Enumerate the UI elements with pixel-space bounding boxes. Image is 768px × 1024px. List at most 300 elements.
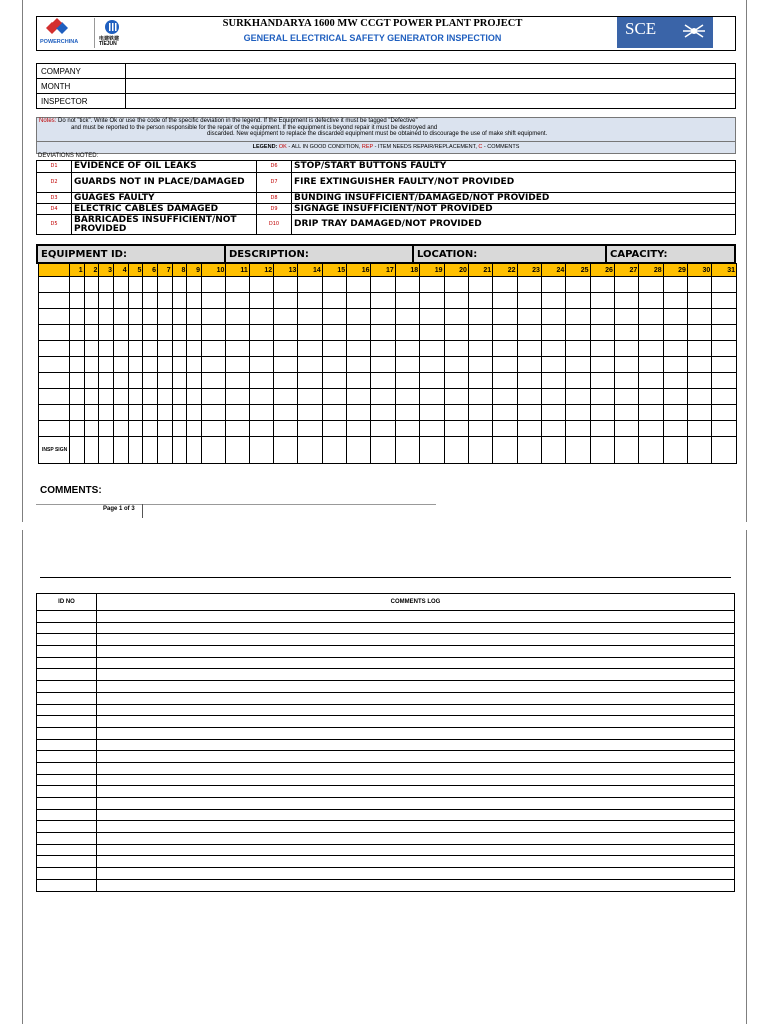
inspection-cell[interactable] [172,357,187,373]
inspection-cell[interactable] [187,405,202,421]
log-id-cell[interactable] [37,879,97,891]
inspection-cell[interactable] [614,325,638,341]
log-id-cell[interactable] [37,634,97,646]
inspection-cell[interactable] [712,341,737,357]
sign-cell[interactable] [187,437,202,464]
inspection-cell[interactable] [420,325,444,341]
inspection-cell[interactable] [114,421,129,437]
log-id-cell[interactable] [37,762,97,774]
inspection-cell[interactable] [371,357,395,373]
inspection-cell[interactable] [590,325,614,341]
inspection-cell[interactable] [395,373,419,389]
inspection-cell[interactable] [663,373,687,389]
inspection-cell[interactable] [444,357,468,373]
inspection-cell[interactable] [70,405,85,421]
inspection-cell[interactable] [712,309,737,325]
inspection-cell[interactable] [517,309,541,325]
sign-cell[interactable] [274,437,298,464]
inspection-cell[interactable] [274,421,298,437]
sign-cell[interactable] [158,437,173,464]
log-comment-cell[interactable] [97,844,735,856]
inspection-cell[interactable] [226,389,249,405]
inspection-cell[interactable] [187,389,202,405]
inspection-cell[interactable] [517,373,541,389]
inspection-cell[interactable] [99,405,114,421]
inspection-cell[interactable] [347,373,371,389]
inspection-cell[interactable] [517,405,541,421]
inspection-cell[interactable] [663,325,687,341]
inspection-cell[interactable] [663,357,687,373]
inspection-cell[interactable] [226,373,249,389]
inspection-cell[interactable] [712,325,737,341]
inspection-cell[interactable] [590,277,614,293]
sign-cell[interactable] [172,437,187,464]
sign-cell[interactable] [99,437,114,464]
inspection-cell[interactable] [114,405,129,421]
inspection-cell[interactable] [128,357,143,373]
inspection-cell[interactable] [420,405,444,421]
sign-cell[interactable] [298,437,322,464]
inspection-cell[interactable] [444,421,468,437]
inspection-cell[interactable] [395,325,419,341]
inspection-cell[interactable] [614,357,638,373]
inspection-cell[interactable] [541,293,565,309]
inspection-cell[interactable] [202,277,226,293]
inspection-cell[interactable] [84,373,99,389]
inspection-cell[interactable] [420,389,444,405]
inspection-cell[interactable] [517,357,541,373]
inspection-cell[interactable] [128,389,143,405]
inspection-cell[interactable] [347,389,371,405]
sign-cell[interactable] [444,437,468,464]
inspection-cell[interactable] [226,325,249,341]
inspection-cell[interactable] [158,277,173,293]
inspection-cell[interactable] [187,293,202,309]
inspection-cell[interactable] [99,293,114,309]
inspection-cell[interactable] [687,309,711,325]
sign-cell[interactable] [371,437,395,464]
inspection-cell[interactable] [202,293,226,309]
inspection-cell[interactable] [322,277,346,293]
log-comment-cell[interactable] [97,868,735,880]
sign-cell[interactable] [70,437,85,464]
inspection-cell[interactable] [712,277,737,293]
inspection-cell[interactable] [172,309,187,325]
inspection-cell[interactable] [566,293,590,309]
inspection-cell[interactable] [444,325,468,341]
inspection-cell[interactable] [371,421,395,437]
sign-cell[interactable] [84,437,99,464]
inspection-cell[interactable] [274,309,298,325]
inspection-cell[interactable] [172,325,187,341]
inspection-cell[interactable] [202,421,226,437]
log-comment-cell[interactable] [97,786,735,798]
log-comment-cell[interactable] [97,704,735,716]
inspection-cell[interactable] [371,309,395,325]
inspection-cell[interactable] [663,341,687,357]
inspection-cell[interactable] [99,421,114,437]
inspection-cell[interactable] [202,357,226,373]
inspection-cell[interactable] [639,357,663,373]
sign-cell[interactable] [420,437,444,464]
log-id-cell[interactable] [37,611,97,623]
inspection-cell[interactable] [468,325,492,341]
inspection-cell[interactable] [420,421,444,437]
inspection-cell[interactable] [395,341,419,357]
inspection-cell[interactable] [347,325,371,341]
inspection-cell[interactable] [639,325,663,341]
inspection-cell[interactable] [70,421,85,437]
inspection-cell[interactable] [639,373,663,389]
inspection-cell[interactable] [202,389,226,405]
inspection-cell[interactable] [444,405,468,421]
inspection-cell[interactable] [143,405,158,421]
inspection-cell[interactable] [420,309,444,325]
inspection-cell[interactable] [347,357,371,373]
inspection-cell[interactable] [158,309,173,325]
inspection-cell[interactable] [468,293,492,309]
inspection-cell[interactable] [172,389,187,405]
inspection-cell[interactable] [347,421,371,437]
log-comment-cell[interactable] [97,692,735,704]
inspection-cell[interactable] [444,309,468,325]
inspection-cell[interactable] [468,357,492,373]
inspection-cell[interactable] [70,357,85,373]
inspection-cell[interactable] [395,277,419,293]
inspection-cell[interactable] [468,309,492,325]
inspection-cell[interactable] [249,405,273,421]
inspection-cell[interactable] [590,309,614,325]
inspection-cell[interactable] [84,293,99,309]
log-id-cell[interactable] [37,622,97,634]
inspection-cell[interactable] [187,341,202,357]
inspection-cell[interactable] [99,341,114,357]
inspection-cell[interactable] [322,325,346,341]
inspection-cell[interactable] [493,309,517,325]
sign-cell[interactable] [493,437,517,464]
inspection-cell[interactable] [687,325,711,341]
inspection-cell[interactable] [202,325,226,341]
inspection-cell[interactable] [517,293,541,309]
inspection-cell[interactable] [541,389,565,405]
inspection-cell[interactable] [226,405,249,421]
inspection-cell[interactable] [687,277,711,293]
inspection-cell[interactable] [541,325,565,341]
sign-cell[interactable] [639,437,663,464]
inspection-cell[interactable] [687,373,711,389]
sign-cell[interactable] [202,437,226,464]
inspection-cell[interactable] [70,309,85,325]
inspection-cell[interactable] [143,389,158,405]
inspection-cell[interactable] [99,325,114,341]
inspection-cell[interactable] [712,293,737,309]
inspection-cell[interactable] [614,277,638,293]
inspection-cell[interactable] [99,357,114,373]
inspection-cell[interactable] [99,389,114,405]
inspection-cell[interactable] [226,309,249,325]
inspection-cell[interactable] [114,293,129,309]
inspection-cell[interactable] [187,309,202,325]
log-comment-cell[interactable] [97,716,735,728]
inspection-cell[interactable] [517,325,541,341]
inspection-cell[interactable] [395,309,419,325]
inspection-cell[interactable] [114,341,129,357]
inspection-cell[interactable] [614,373,638,389]
inspection-cell[interactable] [202,405,226,421]
inspection-cell[interactable] [687,405,711,421]
inspection-cell[interactable] [663,405,687,421]
sign-cell[interactable] [712,437,737,464]
inspection-cell[interactable] [249,277,273,293]
log-id-cell[interactable] [37,833,97,845]
inspection-cell[interactable] [274,357,298,373]
inspection-cell[interactable] [298,277,322,293]
inspection-cell[interactable] [143,357,158,373]
inspection-cell[interactable] [114,357,129,373]
inspection-cell[interactable] [143,421,158,437]
inspection-cell[interactable] [128,341,143,357]
inspection-cell[interactable] [590,357,614,373]
inspection-cell[interactable] [517,389,541,405]
sign-cell[interactable] [566,437,590,464]
inspection-cell[interactable] [395,421,419,437]
inspection-cell[interactable] [158,325,173,341]
inspection-cell[interactable] [566,389,590,405]
sign-cell[interactable] [347,437,371,464]
inspection-cell[interactable] [187,277,202,293]
inspection-cell[interactable] [322,357,346,373]
inspection-cell[interactable] [322,341,346,357]
inspection-cell[interactable] [274,293,298,309]
inspection-cell[interactable] [70,277,85,293]
inspection-cell[interactable] [274,405,298,421]
inspection-cell[interactable] [99,373,114,389]
inspection-cell[interactable] [114,277,129,293]
inspection-cell[interactable] [493,405,517,421]
inspection-cell[interactable] [172,405,187,421]
inspection-cell[interactable] [712,405,737,421]
log-id-cell[interactable] [37,646,97,658]
inspection-cell[interactable] [614,293,638,309]
inspection-cell[interactable] [371,341,395,357]
sign-cell[interactable] [468,437,492,464]
sign-cell[interactable] [322,437,346,464]
log-id-cell[interactable] [37,856,97,868]
log-comment-cell[interactable] [97,879,735,891]
inspection-cell[interactable] [298,405,322,421]
inspection-cell[interactable] [226,421,249,437]
inspection-cell[interactable] [395,293,419,309]
log-comment-cell[interactable] [97,751,735,763]
inspection-cell[interactable] [274,389,298,405]
inspection-cell[interactable] [158,341,173,357]
inspection-cell[interactable] [395,389,419,405]
inspection-cell[interactable] [420,293,444,309]
log-id-cell[interactable] [37,669,97,681]
inspection-cell[interactable] [70,389,85,405]
inspection-cell[interactable] [712,389,737,405]
log-comment-cell[interactable] [97,739,735,751]
log-id-cell[interactable] [37,868,97,880]
inspection-cell[interactable] [639,389,663,405]
log-id-cell[interactable] [37,751,97,763]
log-comment-cell[interactable] [97,669,735,681]
inspection-cell[interactable] [468,405,492,421]
log-id-cell[interactable] [37,844,97,856]
inspection-cell[interactable] [639,293,663,309]
inspection-cell[interactable] [590,293,614,309]
inspection-cell[interactable] [128,373,143,389]
inspection-cell[interactable] [172,421,187,437]
inspection-cell[interactable] [541,373,565,389]
sign-cell[interactable] [128,437,143,464]
inspection-cell[interactable] [70,293,85,309]
inspection-cell[interactable] [493,277,517,293]
log-comment-cell[interactable] [97,657,735,669]
inspection-cell[interactable] [84,325,99,341]
inspection-cell[interactable] [590,405,614,421]
inspection-cell[interactable] [158,421,173,437]
inspection-cell[interactable] [590,341,614,357]
log-comment-cell[interactable] [97,809,735,821]
inspection-cell[interactable] [274,341,298,357]
log-comment-cell[interactable] [97,762,735,774]
inspection-cell[interactable] [298,357,322,373]
inspection-cell[interactable] [639,341,663,357]
inspection-cell[interactable] [687,421,711,437]
inspection-cell[interactable] [143,341,158,357]
log-comment-cell[interactable] [97,611,735,623]
inspection-cell[interactable] [143,277,158,293]
inspection-cell[interactable] [99,277,114,293]
log-id-cell[interactable] [37,798,97,810]
inspection-cell[interactable] [347,405,371,421]
inspection-cell[interactable] [114,309,129,325]
log-comment-cell[interactable] [97,856,735,868]
inspection-cell[interactable] [468,389,492,405]
inspection-cell[interactable] [70,373,85,389]
inspection-cell[interactable] [371,277,395,293]
inspection-cell[interactable] [128,421,143,437]
inspection-cell[interactable] [395,405,419,421]
inspection-cell[interactable] [322,421,346,437]
inspection-cell[interactable] [687,389,711,405]
inspection-cell[interactable] [541,341,565,357]
inspection-cell[interactable] [187,421,202,437]
log-id-cell[interactable] [37,704,97,716]
inspection-cell[interactable] [84,357,99,373]
inspection-cell[interactable] [84,405,99,421]
inspection-cell[interactable] [541,277,565,293]
inspection-cell[interactable] [249,421,273,437]
inspection-cell[interactable] [371,405,395,421]
inspection-cell[interactable] [347,293,371,309]
inspection-cell[interactable] [590,421,614,437]
inspection-cell[interactable] [298,309,322,325]
inspection-cell[interactable] [298,421,322,437]
inspection-cell[interactable] [249,357,273,373]
inspection-cell[interactable] [298,373,322,389]
inspection-cell[interactable] [274,325,298,341]
inspection-cell[interactable] [566,277,590,293]
inspection-cell[interactable] [614,421,638,437]
inspection-cell[interactable] [226,341,249,357]
log-id-cell[interactable] [37,739,97,751]
inspection-cell[interactable] [322,389,346,405]
inspection-cell[interactable] [322,373,346,389]
inspection-cell[interactable] [468,421,492,437]
inspection-cell[interactable] [566,325,590,341]
inspection-cell[interactable] [347,277,371,293]
inspection-cell[interactable] [712,357,737,373]
inspection-cell[interactable] [444,373,468,389]
inspection-cell[interactable] [639,309,663,325]
inspection-cell[interactable] [687,357,711,373]
log-id-cell[interactable] [37,681,97,693]
inspector-field[interactable] [126,94,736,109]
inspection-cell[interactable] [371,389,395,405]
inspection-cell[interactable] [172,373,187,389]
inspection-cell[interactable] [114,325,129,341]
inspection-cell[interactable] [187,373,202,389]
inspection-cell[interactable] [614,309,638,325]
inspection-cell[interactable] [158,389,173,405]
inspection-cell[interactable] [687,293,711,309]
inspection-cell[interactable] [712,421,737,437]
inspection-cell[interactable] [566,421,590,437]
inspection-cell[interactable] [298,325,322,341]
inspection-cell[interactable] [158,357,173,373]
inspection-cell[interactable] [493,421,517,437]
inspection-cell[interactable] [298,341,322,357]
inspection-cell[interactable] [420,373,444,389]
inspection-cell[interactable] [420,357,444,373]
log-id-cell[interactable] [37,809,97,821]
inspection-cell[interactable] [663,277,687,293]
inspection-cell[interactable] [158,405,173,421]
inspection-cell[interactable] [468,373,492,389]
inspection-cell[interactable] [468,277,492,293]
inspection-cell[interactable] [158,373,173,389]
sign-cell[interactable] [687,437,711,464]
inspection-cell[interactable] [420,277,444,293]
inspection-cell[interactable] [663,309,687,325]
inspection-cell[interactable] [517,421,541,437]
inspection-cell[interactable] [371,293,395,309]
inspection-cell[interactable] [566,357,590,373]
inspection-cell[interactable] [639,421,663,437]
inspection-cell[interactable] [187,357,202,373]
inspection-cell[interactable] [347,309,371,325]
log-comment-cell[interactable] [97,634,735,646]
inspection-cell[interactable] [493,325,517,341]
inspection-cell[interactable] [249,293,273,309]
inspection-cell[interactable] [590,373,614,389]
inspection-cell[interactable] [663,293,687,309]
inspection-cell[interactable] [541,309,565,325]
inspection-cell[interactable] [371,373,395,389]
inspection-cell[interactable] [128,405,143,421]
inspection-cell[interactable] [128,325,143,341]
inspection-cell[interactable] [226,277,249,293]
inspection-cell[interactable] [226,357,249,373]
inspection-cell[interactable] [143,309,158,325]
inspection-cell[interactable] [84,421,99,437]
inspection-cell[interactable] [566,405,590,421]
sign-cell[interactable] [517,437,541,464]
inspection-cell[interactable] [172,277,187,293]
month-field[interactable] [126,79,736,94]
